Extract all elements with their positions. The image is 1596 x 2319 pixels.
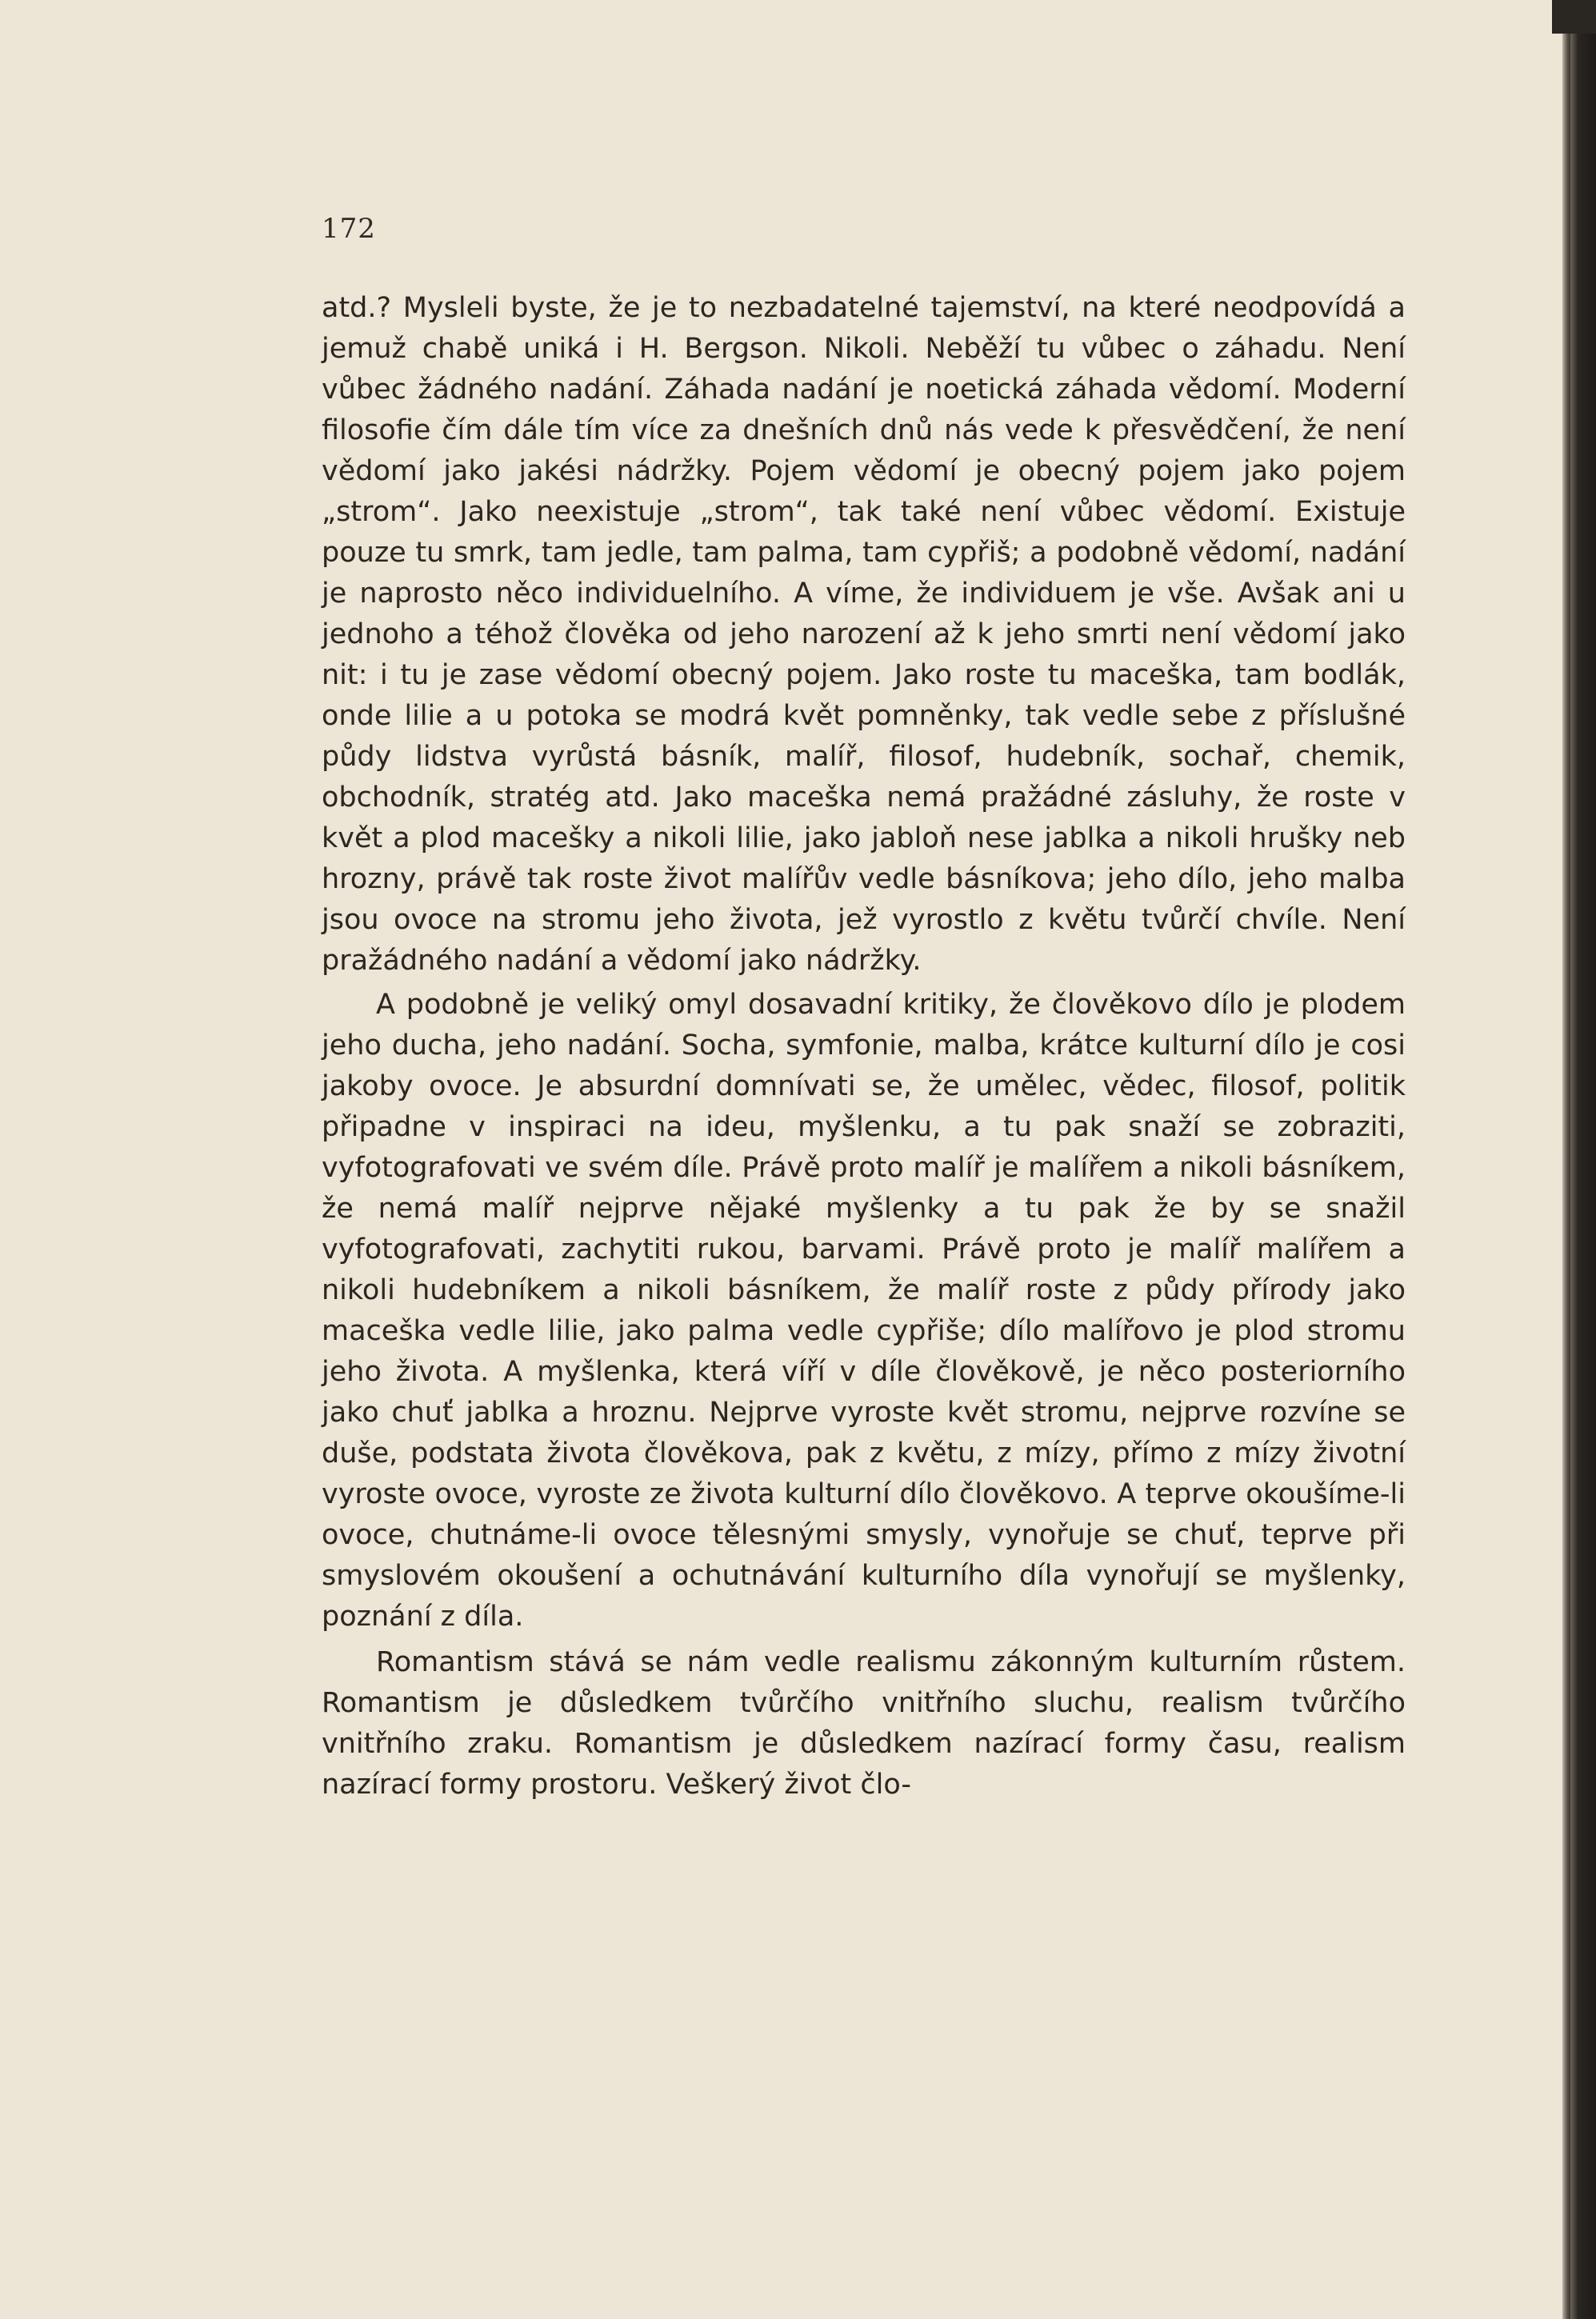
paragraph-3: Romantism stává se nám vedle realismu zákonným kulturním růstem. Romantism je důsledkem tvůrčího vnitřního sluchu, realism tvůrčího vnitřního zraku. Romantism je důsledkem nazírací formy času, realism nazírací formy prostoru. Veškerý život člo- <box>322 1646 1406 1801</box>
page-number: 172 <box>322 213 376 245</box>
scanner-border <box>1570 0 1596 2319</box>
paragraph-1: atd.? Mysleli byste, že je to nezbadatelné tajemství, na které neodpovídá a jemuž chabě uniká i H. Bergson. Nikoli. Neběží tu vůbec o záhadu. Není vůbec žádného nadání. Záhada nadání je noetická záhada vědomí. Moderní filosofie čím dále tím více za dnešních dnů nás vede k přesvědčení, že není vědomí jako jakési nádržky. Pojem vědomí je obecný pojem jako pojem „strom“. Jako neexistuje „strom“, tak také není vůbec vědomí. Existuje pouze tu smrk, tam jedle, tam palma, tam cypřiš; a podobně vědomí, nadání je naprosto něco individuelního. A víme, že individuem je vše. Avšak ani u jednoho a téhož člověka od jeho narození až k jeho smrti není vědomí jako nit: i tu je zase vědomí obecný pojem. Jako roste tu maceška, tam bodlák, onde lilie a u potoka se modrá květ pomněnky, tak vedle sebe z příslušné půdy lidstva vyrůstá básník, malíř, filosof, hudebník, sochař, chemik, obchodník, stratég atd. Jako maceška nemá pražádné zásluhy, že roste v květ a plod macešky a nikoli lilie, jako jabloň nese jablka a nikoli hrušky neb hrozny, právě tak roste život malířův vedle básníkova; jeho dílo, jeho malba jsou ovoce na stromu jeho života, jež vyrostlo z květu tvůrčí chvíle. Není pražádného nadání a vědomí jako nádržky. <box>322 292 1406 977</box>
paragraph-2: A podobně je veliký omyl dosavadní kritiky, že člověkovo dílo je plodem jeho ducha, jeho nadání. Socha, symfonie, malba, krátce kulturní dílo je cosi jakoby ovoce. Je absurdní domnívati se, že umělec, vědec, filosof, politik připadne v inspiraci na ideu, myšlenku, a tu pak snaží se zobraziti, vyfotografovati ve svém díle. Právě proto malíř je malířem a nikoli básníkem, že nemá malíř nejprve nějaké myšlenky a tu pak že by se snažil vyfotografovati, zachytiti rukou, barvami. Právě proto je malíř malířem a nikoli hudebníkem a nikoli básníkem, že malíř roste z půdy přírody jako maceška vedle lilie, jako palma vedle cypřiše; dílo malířovo je plod stromu jeho života. A myšlenka, která víří v díle člověkově, je něco posteriorního jako chuť jablka a hroznu. Nejprve vyroste květ stromu, nejprve rozvíne se duše, podstata života člověkova, pak z květu, z mízy, přímo z mízy životní vyroste ovoce, vyroste ze života kulturní dílo člověkovo. A teprve okoušíme-li ovoce, chutnáme-li ovoce tělesnými smysly, vynořuje se chuť, teprve při smyslovém okoušení a ochutnávání kulturního díla vynořují se myšlenky, poznání z díla. <box>322 989 1406 1633</box>
body-text <box>322 288 1406 1805</box>
page-edge-shadow <box>1562 24 1570 2319</box>
scanner-corner <box>1552 0 1596 34</box>
